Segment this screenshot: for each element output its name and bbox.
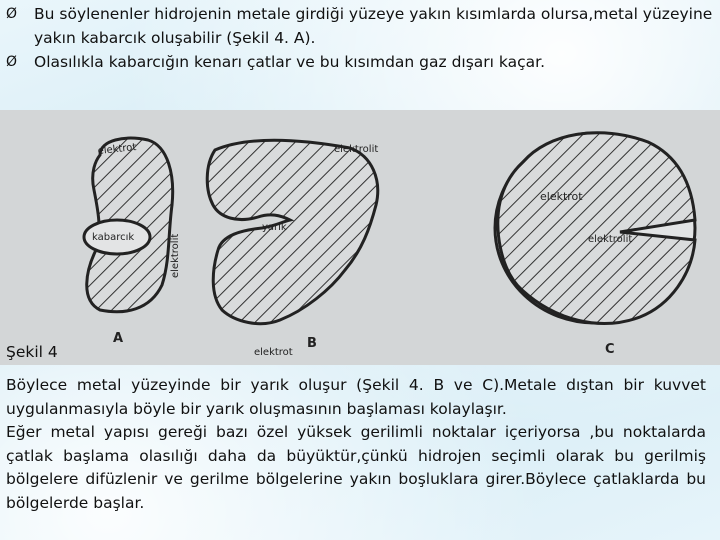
bullet-text: Olasılıkla kabarcığın kenarı çatlar ve bu kısımdan gaz dışarı kaçar.	[34, 53, 545, 71]
label-b-elektrolit: elektrolit	[334, 144, 379, 155]
figure-a	[84, 138, 173, 312]
paragraph: Eğer metal yapısı gereği bazı özel yüksek gerilimli noktalar içeriyorsa ,bu noktalarda çatlak başlama olasılığı daha da büyüktür,çünkü hidrojen seçimli olarak bu gerilmiş bölgelere difüzlenir ve gerilme bölgelerine yakın boşluklara girer.Böylece çatlaklarda bu bölgelerde başlar.	[6, 423, 706, 512]
label-c-elektrot: elektrot	[540, 190, 583, 203]
figure-4	[0, 110, 720, 365]
arrow-bullet-icon: Ø	[6, 6, 18, 22]
electrode-b	[207, 140, 377, 323]
body-text	[6, 374, 706, 516]
label-a-elektrot: elektrot	[97, 141, 137, 157]
bullet-text: Bu söylenenler hidrojenin metale girdiği yüzeye yakın kısımlarda olursa,metal yüzeyine yakın kabarcık oluşabilir (Şekil 4. A).	[34, 5, 713, 47]
label-c-letter: C	[605, 342, 615, 357]
label-c-elektrolit: elektrolit	[588, 234, 633, 245]
bullet-list	[6, 2, 716, 74]
paragraph: Böylece metal yüzeyinde bir yarık oluşur (Şekil 4. B ve C).Metale dıştan bir kuvvet uygulanmasıyla böyle bir yarık oluşmasının başlaması kolaylaşır.	[6, 376, 706, 418]
bullet-item	[6, 2, 716, 50]
figure-c	[495, 133, 695, 324]
label-a-elektrolit: elektrolit	[170, 233, 181, 278]
arrow-bullet-icon: Ø	[6, 54, 18, 70]
bullet-item	[6, 50, 716, 74]
label-a-letter: A	[113, 331, 124, 346]
label-b-letter: B	[307, 336, 317, 351]
figure-b	[207, 140, 377, 323]
label-b-yarik: yarık	[262, 222, 287, 233]
label-b-elektrot: elektrot	[254, 347, 293, 358]
label-a-kabarcik: kabarcık	[92, 232, 135, 243]
figure-caption: Şekil 4	[6, 343, 58, 361]
figure-drawing	[0, 110, 720, 365]
